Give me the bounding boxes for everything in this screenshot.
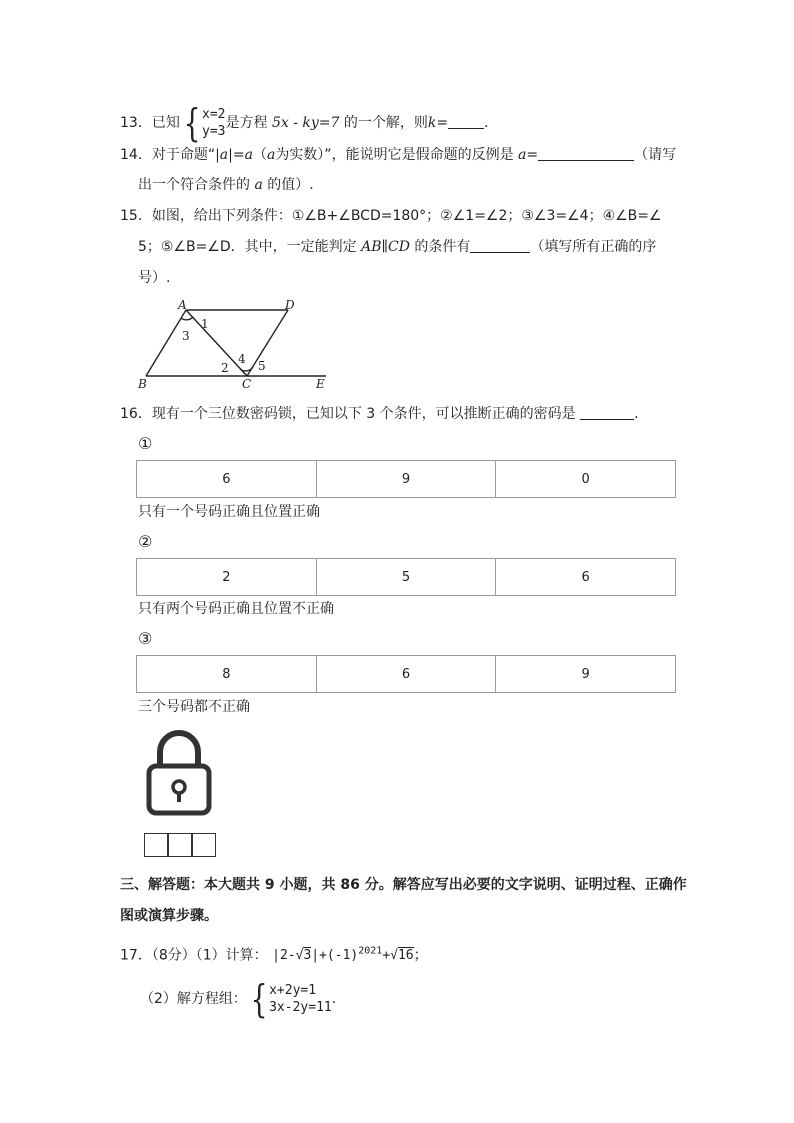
condition-note: 只有两个号码正确且位置不正确 bbox=[138, 601, 334, 617]
question-14-cont bbox=[138, 175, 314, 195]
question-text: 的一个解，则 bbox=[339, 115, 428, 131]
question-text: ． bbox=[484, 115, 499, 131]
parallel-statement: AB∥CD bbox=[361, 239, 410, 255]
question-text: 现有一个三位数密码锁，已知以下 3 个条件，可以推断正确的密码是 bbox=[151, 406, 581, 422]
sqrt-icon: √ bbox=[295, 948, 304, 964]
equation-system bbox=[180, 101, 226, 145]
condition-note: 三个号码都不正确 bbox=[138, 699, 250, 715]
question-17-part2 bbox=[140, 977, 337, 1021]
question-text: 是方程 bbox=[225, 115, 272, 131]
question-text: 已知 bbox=[151, 115, 180, 131]
system-eq-1: x+2y=1 bbox=[269, 983, 317, 998]
section-heading: 三、解答题：本大题共 9 小题，共 86 分。解答应写出必要的文字说明、证明过程、正确作 bbox=[120, 877, 687, 893]
question-15-cont bbox=[138, 237, 656, 257]
question-text: 5；⑤∠B=∠D．其中，一定能判定 bbox=[138, 239, 362, 255]
question-number: 16． bbox=[120, 406, 152, 422]
question-number: 17． bbox=[120, 947, 152, 964]
label-angle-1: 1 bbox=[201, 317, 209, 331]
exponent: 2021 bbox=[358, 946, 383, 957]
condition-table bbox=[136, 460, 676, 498]
question-points: （8分） bbox=[151, 947, 196, 964]
label-angle-2: 2 bbox=[221, 361, 229, 375]
question-text: 的值）. bbox=[262, 177, 314, 193]
expr-part: |2- bbox=[272, 948, 296, 964]
variable-a: a bbox=[254, 177, 263, 193]
label-angle-3: 3 bbox=[182, 329, 190, 343]
question-number: 15． bbox=[120, 208, 152, 224]
digit-cell: 8 bbox=[137, 656, 317, 693]
digit-cell: 9 bbox=[496, 656, 676, 693]
question-14 bbox=[120, 145, 676, 165]
system-eq-2: y=3 bbox=[202, 124, 226, 139]
digit-cell: 5 bbox=[316, 559, 496, 596]
table-row bbox=[137, 559, 676, 596]
condition-marker: ③ bbox=[138, 629, 153, 648]
expr-part: + bbox=[382, 948, 391, 964]
question-text: ； bbox=[413, 947, 428, 964]
question-number: 13． bbox=[120, 115, 152, 131]
answer-blank[interactable] bbox=[470, 252, 530, 253]
condition-marker: ② bbox=[138, 532, 153, 551]
segment-AC bbox=[186, 310, 247, 376]
question-text: （1）计算： bbox=[195, 947, 268, 964]
condition-table bbox=[136, 655, 676, 693]
question-number: 14． bbox=[120, 147, 152, 163]
segment-DC bbox=[247, 310, 288, 376]
digit-cell: 9 bbox=[316, 461, 496, 498]
answer-blank[interactable] bbox=[448, 128, 484, 129]
question-text: 如图，给出下列条件：①∠B+∠BCD=180°；②∠1=∠2；③∠3=∠4；④∠B=∠ bbox=[151, 208, 662, 224]
angle-arc-A bbox=[181, 317, 193, 320]
section-heading-cont: 图或演算步骤。 bbox=[120, 908, 218, 924]
question-16 bbox=[120, 404, 648, 424]
segment-AB bbox=[146, 310, 186, 376]
condition-table bbox=[136, 558, 676, 596]
radicand: 3 bbox=[303, 948, 312, 964]
label-D: D bbox=[285, 300, 295, 312]
equals-sign: = bbox=[526, 147, 539, 163]
question-13 bbox=[120, 101, 499, 145]
question-text: （请写 bbox=[634, 147, 677, 163]
radicand: 16 bbox=[397, 948, 414, 964]
label-E: E bbox=[316, 377, 325, 391]
system-eq-1: x=2 bbox=[202, 107, 226, 122]
question-text: （2）解方程组： bbox=[140, 991, 247, 1007]
condition-note: 只有一个号码正确且位置正确 bbox=[138, 504, 320, 520]
left-brace-icon: { bbox=[250, 977, 268, 1021]
equals-sign: = bbox=[436, 115, 449, 131]
question-text: （填写所有正确的序 bbox=[530, 239, 657, 255]
variable-k: k bbox=[427, 115, 437, 131]
question-text: 对于命题“ bbox=[151, 147, 216, 163]
question-text: （ bbox=[252, 147, 267, 163]
digit-cell: 6 bbox=[137, 461, 317, 498]
question-17 bbox=[120, 942, 428, 966]
digit-cell: 2 bbox=[137, 559, 317, 596]
question-15 bbox=[120, 206, 662, 226]
question-text: 为实数）”，能说明它是假命题的反例是 bbox=[275, 147, 519, 163]
question-15-cont2 bbox=[138, 268, 170, 288]
answer-blank[interactable] bbox=[538, 160, 634, 161]
question-text: 的条件有 bbox=[409, 239, 471, 255]
condition-marker: ① bbox=[138, 434, 153, 453]
equation-system bbox=[247, 977, 332, 1021]
label-B: B bbox=[138, 377, 147, 391]
digit-cell: 6 bbox=[316, 656, 496, 693]
sqrt-icon: √ bbox=[390, 948, 398, 964]
question-text: 出一个符合条件的 bbox=[138, 177, 255, 193]
padlock-icon bbox=[146, 730, 212, 816]
digit-box-2[interactable] bbox=[168, 833, 192, 857]
geometry-figure bbox=[130, 300, 340, 395]
question-text: 号）. bbox=[138, 270, 171, 286]
variable-a: a bbox=[266, 147, 276, 163]
label-angle-4: 4 bbox=[238, 352, 246, 366]
label-angle-5: 5 bbox=[258, 359, 266, 373]
question-text: . bbox=[331, 991, 337, 1007]
proposition: |a|=a bbox=[215, 147, 253, 163]
digit-box-1[interactable] bbox=[144, 833, 168, 857]
table-row bbox=[137, 656, 676, 693]
table-row bbox=[137, 461, 676, 498]
expression bbox=[272, 948, 414, 963]
question-text: ． bbox=[634, 406, 649, 422]
digit-cell: 0 bbox=[496, 461, 676, 498]
digit-box-3[interactable] bbox=[192, 833, 216, 857]
system-eq-2: 3x-2y=11 bbox=[269, 1000, 332, 1015]
equation: 5x - ky=7 bbox=[271, 115, 340, 131]
expr-part: |+(-1) bbox=[311, 948, 359, 964]
variable-a: a bbox=[518, 147, 527, 163]
digit-cell: 6 bbox=[496, 559, 676, 596]
label-A: A bbox=[178, 300, 187, 312]
answer-blank[interactable] bbox=[580, 419, 634, 420]
left-brace-icon: { bbox=[183, 101, 201, 145]
label-C: C bbox=[242, 377, 252, 391]
